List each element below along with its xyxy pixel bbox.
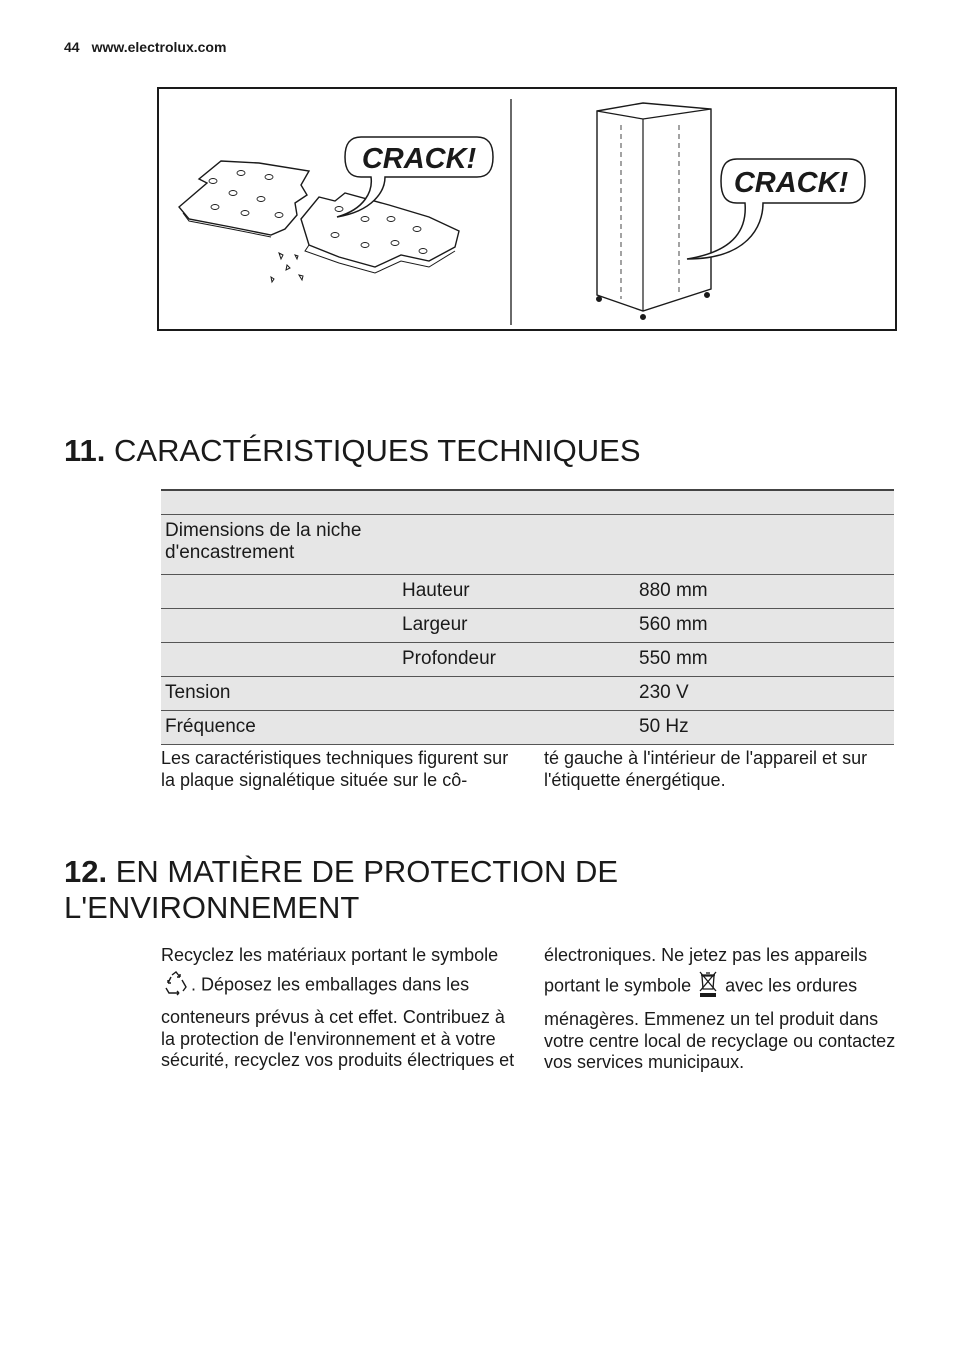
recycle-icon (163, 970, 189, 1002)
table-row (161, 575, 894, 609)
table-row (161, 711, 894, 745)
row-label: Tension (161, 677, 398, 711)
row-sublabel (398, 677, 635, 711)
crossed-bin-icon (698, 970, 718, 1004)
section-12-heading-line1: EN MATIÈRE DE PROTECTION DE (115, 854, 619, 889)
table-row (161, 515, 894, 575)
row-sublabel: Profondeur (398, 643, 635, 677)
broken-slab-left (179, 161, 309, 235)
row-sublabel: Largeur (398, 609, 635, 643)
section-11-heading: CARACTÉRISTIQUES TECHNIQUES (114, 433, 641, 468)
page-header (64, 39, 226, 55)
section-11-number: 11. (64, 433, 106, 468)
section-11-title (64, 433, 641, 469)
page-number: 44 (64, 39, 80, 55)
spec-note-left: Les caractéristiques techniques figurent sur la plaque signalétique située sur le cô- (161, 748, 509, 790)
row-label: Fréquence (161, 711, 398, 745)
env-right-line1: électroniques. Ne jetez pas les appareils (544, 945, 868, 965)
env-right-line2 (544, 970, 899, 1004)
env-left-line2 (161, 970, 521, 1002)
technical-spec-table (161, 489, 894, 745)
row-value: 880 mm (635, 575, 894, 609)
row-label (161, 643, 398, 677)
section-12-heading-line2: L'ENVIRONNEMENT (64, 890, 360, 925)
appliance-drawing (597, 103, 712, 320)
section-12-title (64, 854, 618, 926)
table-header-row (161, 490, 894, 515)
row-label (161, 609, 398, 643)
row-value: 230 V (635, 677, 894, 711)
env-left-line1: Recyclez les matériaux portant le symbole (161, 945, 499, 965)
row-value: 560 mm (635, 609, 894, 643)
env-right-text2: portant le symbole (544, 975, 692, 995)
illustration-frame (157, 87, 897, 331)
row-sublabel: Hauteur (398, 575, 635, 609)
env-left-text2: . Déposez les emballages dans les (191, 974, 470, 994)
dimensions-label: Dimensions de la niche d'encastrement (161, 515, 398, 575)
table-row (161, 609, 894, 643)
broken-slab-right (301, 193, 459, 267)
row-value: 50 Hz (635, 711, 894, 745)
environment-text-right (544, 945, 899, 1074)
crack-illustration (159, 89, 895, 329)
environment-text-left (161, 945, 521, 1072)
table-row (161, 643, 894, 677)
website-url: www.electrolux.com (91, 39, 227, 55)
row-value: 550 mm (635, 643, 894, 677)
row-label (161, 575, 398, 609)
spec-note-right: té gauche à l'intérieur de l'appareil et sur l'étiquette énergétique. (544, 748, 868, 790)
env-left-line3: conteneurs prévus à cet effet. Contribuez à la protection de l'environnement et à votre sécurité, recyclez vos produits électriques et (161, 1007, 515, 1070)
env-right-line3: ménagères. Emmenez un tel produit dans votre centre local de recyclage ou contactez vos services municipaux. (544, 1009, 896, 1072)
crack-text-left: CRACK! (361, 143, 477, 175)
row-sublabel (398, 711, 635, 745)
section-12-number: 12. (64, 854, 108, 889)
crack-text-right: CRACK! (733, 167, 849, 199)
debris (271, 253, 303, 282)
env-right-text3: avec les ordures (725, 975, 858, 995)
table-row (161, 677, 894, 711)
